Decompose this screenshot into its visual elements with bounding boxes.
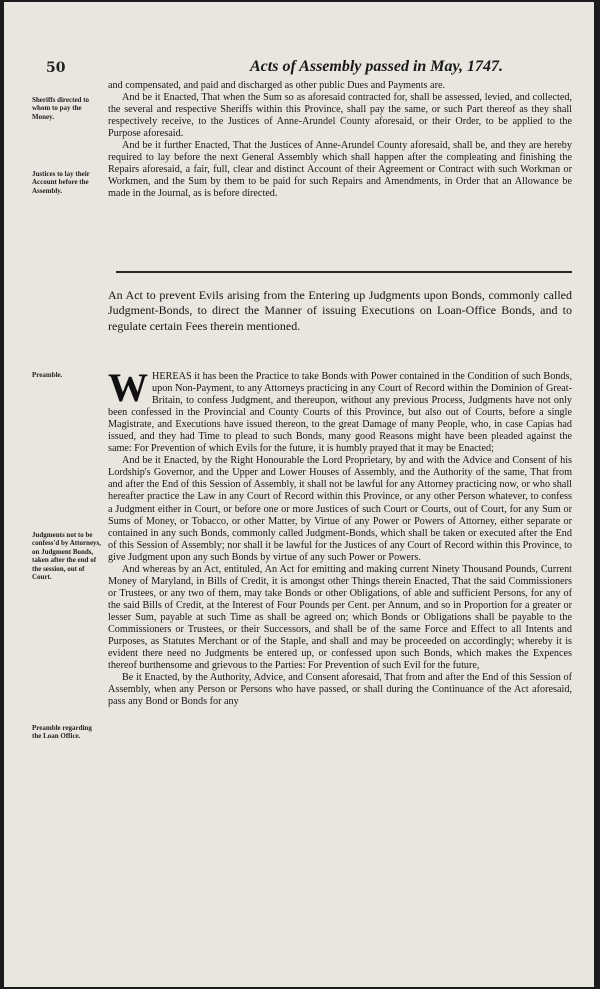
- paragraph: and compensated, and paid and discharged as other public Dues and Payments are.: [108, 80, 446, 91]
- act-title: An Act to prevent Evils arising from the Entering up Judgments upon Bonds, commonly called Judgment-Bonds, to direct the Manner of issuing Executions on Loan-Office Bonds, and to regulate certain Fees therein mentioned.: [108, 288, 572, 333]
- preamble-paragraph: [108, 365, 572, 455]
- section-divider: [116, 271, 572, 273]
- paragraph: And be it further Enacted, That the Justices of Anne-Arundel County aforesaid, shall be, and they are hereby required to lay before the next General Assembly which shall happen after the compleating and finishing the Repairs aforesaid, a fair, full, clear and distinct Account of their Agreement or Contract with such Workman or Workmen, and the Sum by them to be paid for such Repairs and Amendments, in Order that an Allowance be made in the Journal, as is before directed.: [108, 140, 572, 200]
- drop-cap: W: [108, 365, 148, 410]
- act-body: [108, 365, 572, 708]
- paragraph: And be it Enacted, That when the Sum so as aforesaid contracted for, shall be assessed, levied, and collected, the several and respective Sheriffs within this Province, shall pay the same, or such Part thereof as they shall respectively receive, to the Justices of Anne-Arundel County aforesaid, or their Order, to be applied to the Purpose aforesaid.: [108, 92, 572, 140]
- page-header: [40, 56, 580, 80]
- margin-note-sheriffs: Sheriffs directed to whom to pay the Money.: [32, 96, 90, 121]
- margin-note-loan-office: Preamble regarding the Loan Office.: [32, 724, 92, 741]
- whereas-paragraph: And whereas by an Act, entituled, An Act for emitting and making current Ninety Thousand Pounds, Current Money of Maryland, in Bills of Credit, it is amongst other Things therein Enacted, That the said Commissioners or Trustees, or any two of them, may take Bonds or other Obligations, of able and sufficient Persons, for any of the said Bills of Credit, at the Interest of Four Pounds per Cent. per Annum, and so in Proportion for a greater or lesser Sum, payable at such Time as shall be agreed on; which Bonds or Obligations shall be payable to the Commissioners or Trustees, or their Successors, and shall be of the same Force and Effect to all Intents and Purposes, as Statutes Merchant or of the Staple, and shall and may be proceeded on accordingly; whereby it is evident there need no Judgments be entered up, or confessed upon such Bonds, which makes the Expences thereof burthensome and grievous to the Parties: For Prevention of such Evil for the future,: [108, 563, 572, 672]
- margin-note-judgments: Judgments not to be confess'd by Attorneys, on Judgment Bonds, taken after the end of the session, out of Court.: [32, 531, 102, 582]
- margin-note-preamble: Preamble.: [32, 371, 63, 379]
- document-page: [4, 2, 594, 987]
- running-title: Acts of Assembly passed in May, 1747.: [250, 58, 504, 75]
- enacting-paragraph: And be it Enacted, by the Right Honourable the Lord Proprietary, by and with the Advice and Consent of his Lordship's Governor, and the Upper and Lower Houses of Assembly, and the Authority of the same, That from and after the End of this Session of Assembly, it shall not be lawful for any Attorney practicing now, or who shall hereafter practice the Law in any Court of Record within this Province, or any other Person whatever, to confess a Judgment either in Court, or before one or more Justices of such Court or Courts, out of Court, for any Sum or Sums of Money, or Tobacco, or other Matter, by Virtue of any Power or Powers of Attorney, either separate or contained in any such Bonds, commonly called Judgment-Bonds, which shall be taken or executed after the End of this Session of Assembly; nor shall it be lawful for the Justices of any Court of Record within this Province, to give Judgment upon any such Bonds by virtue of any such Power or Powers.: [108, 455, 572, 563]
- page-number: 50: [46, 60, 66, 76]
- enacting-paragraph-2: Be it Enacted, by the Authority, Advice, and Consent aforesaid, That from and after the End of this Session of Assembly, when any Person or Persons who have passed, or shall during the Continuance of the Act aforesaid, pass any Bond or Bonds for any: [108, 672, 572, 708]
- margin-note-justices: Justices to lay their Account before the Assembly.: [32, 170, 90, 195]
- preamble-text: HEREAS it has been the Practice to take Bonds with Power contained in the Condition of such Bonds, upon Non-Payment, to any Attorneys practicing in any Court of Record within the Dominion of Great-Britain, to confess Judgment, and thereupon, without any previous Process, Judgments have not only been confessed in the Provincial and County Courts of this Province, but also out of Courts, before a single Magistrate, and Executions have issued thereon, to the great Damage of many People, who, in case Capias had issued, and they had Time to plead to such Bonds, many good Reasons might have been pleaded against the same: For Prevention of which Evils for the future, it is humbly prayed that it may be Enacted;: [108, 371, 572, 455]
- section-continuation: [108, 80, 572, 200]
